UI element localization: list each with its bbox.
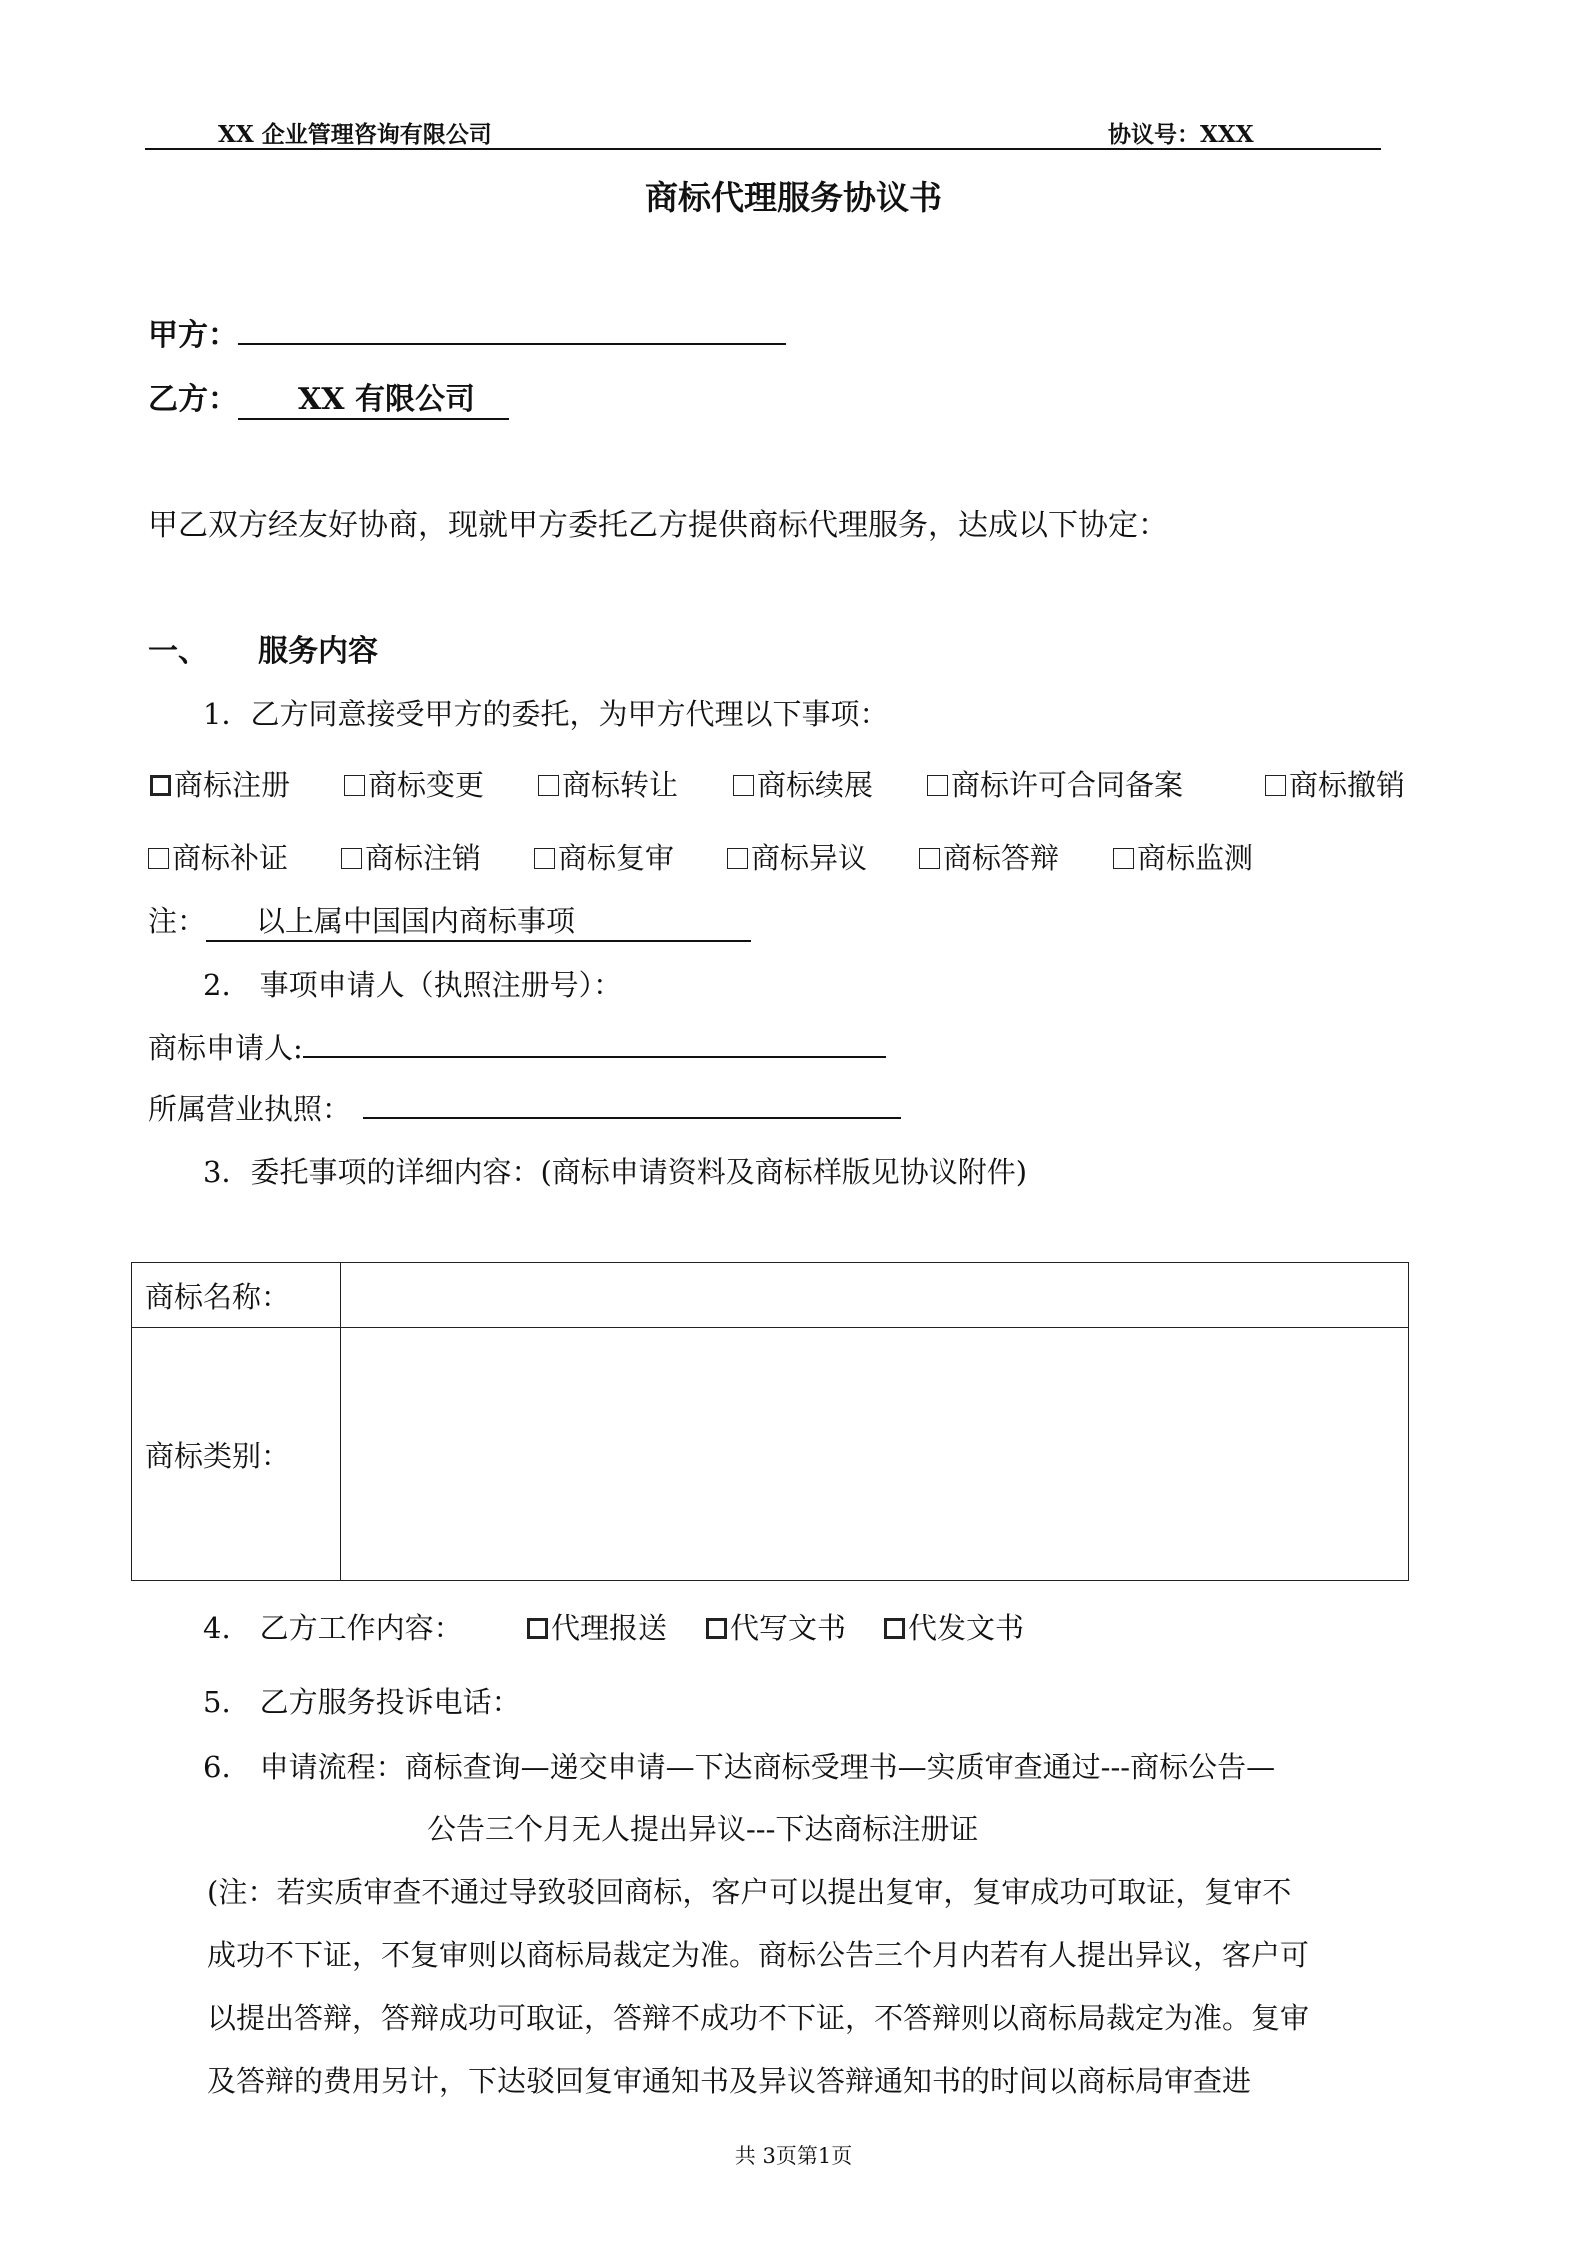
option-trademark-review[interactable]: 商标复审 — [534, 836, 674, 877]
trademark-name-label: 商标名称： — [132, 1263, 341, 1328]
section-1-number: 一、 — [148, 634, 208, 669]
checkbox[interactable] — [1113, 848, 1134, 869]
party-b-line — [148, 374, 509, 420]
option-trademark-transfer[interactable]: 商标转让 — [538, 763, 678, 804]
party-a-line — [148, 310, 786, 354]
scope-note — [148, 899, 751, 942]
option-trademark-change[interactable]: 商标变更 — [344, 763, 484, 804]
item-4-label: 4. 乙方工作内容： — [203, 1611, 463, 1645]
trademark-class-cell[interactable] — [341, 1328, 1409, 1581]
note-paragraph-line-1: (注：若实质审查不通过导致驳回商标，客户可以提出复审，复审成功可取证，复审不 — [207, 1875, 1292, 1909]
item-1-text: 1．乙方同意接受甲方的委托，为甲方代理以下事项： — [203, 697, 889, 731]
work-option-submission[interactable]: 代理报送 — [527, 1606, 667, 1647]
note-paragraph-line-2: 成功不下证，不复审则以商标局裁定为准。商标公告三个月内若有人提出异议，客户可 — [207, 1938, 1310, 1972]
party-a-blank — [238, 313, 786, 345]
applicant-blank[interactable] — [303, 1027, 886, 1058]
note-paragraph-line-3: 以提出答辩，答辩成功可取证，答辩不成功不下证，不答辩则以商标局裁定为准。复审 — [207, 2001, 1310, 2035]
table-row — [132, 1328, 1409, 1581]
option-trademark-reissue[interactable]: 商标补证 — [148, 836, 288, 877]
scope-note-text: 以上属中国国内商标事项 — [206, 899, 751, 942]
header-agreement-number: 协议号：XXX — [1108, 121, 1254, 148]
party-b-name: XX 有限公司 — [238, 374, 509, 420]
party-b-label: 乙方： — [148, 382, 238, 417]
checkbox[interactable] — [927, 775, 948, 796]
page-footer: 共 3页第1页 — [734, 2144, 853, 2168]
option-trademark-cancellation[interactable]: 商标注销 — [341, 836, 481, 877]
checkbox[interactable] — [727, 848, 748, 869]
license-label: 所属营业执照： — [148, 1092, 352, 1126]
checkbox[interactable] — [148, 848, 169, 869]
option-trademark-license-filing[interactable]: 商标许可合同备案 — [927, 763, 1183, 804]
applicant-line — [148, 1026, 886, 1067]
checkbox[interactable] — [534, 848, 555, 869]
checkbox[interactable] — [341, 848, 362, 869]
checkbox[interactable] — [538, 775, 559, 796]
checkbox[interactable] — [706, 1618, 727, 1639]
intro-paragraph: 甲乙双方经友好协商，现就甲方委托乙方提供商标代理服务，达成以下协定： — [148, 508, 1168, 543]
trademark-table — [131, 1262, 1409, 1581]
work-option-dispatch[interactable]: 代发文书 — [884, 1606, 1024, 1647]
option-trademark-monitoring[interactable]: 商标监测 — [1113, 836, 1253, 877]
party-a-label: 甲方： — [148, 318, 238, 353]
option-trademark-revocation[interactable]: 商标撤销 — [1265, 763, 1405, 804]
scope-note-label: 注： — [148, 904, 207, 938]
note-paragraph-line-4: 及答辩的费用另计，下达驳回复审通知书及异议答辩通知书的时间以商标局审查进 — [207, 2064, 1252, 2098]
work-option-drafting[interactable]: 代写文书 — [706, 1606, 846, 1647]
trademark-name-cell[interactable] — [341, 1263, 1409, 1328]
license-line — [148, 1087, 901, 1128]
header-divider — [145, 148, 1381, 150]
option-trademark-defense[interactable]: 商标答辩 — [919, 836, 1059, 877]
option-trademark-opposition[interactable]: 商标异议 — [727, 836, 867, 877]
item-6-line-1: 6. 申请流程：商标查询—递交申请—下达商标受理书—实质审查通过---商标公告— — [203, 1750, 1276, 1784]
option-trademark-renewal[interactable]: 商标续展 — [733, 763, 873, 804]
checkbox[interactable] — [919, 848, 940, 869]
item-6-line-2: 公告三个月无人提出异议---下达商标注册证 — [427, 1812, 979, 1846]
trademark-class-label: 商标类别： — [132, 1328, 341, 1581]
license-blank[interactable] — [363, 1088, 901, 1119]
item-2-text: 2. 事项申请人（执照注册号）： — [203, 968, 623, 1002]
item-3-text: 3．委托事项的详细内容：(商标申请资料及商标样版见协议附件) — [203, 1155, 1028, 1189]
table-row — [132, 1263, 1409, 1328]
option-trademark-registration[interactable]: 商标注册 — [150, 763, 290, 804]
document-title: 商标代理服务协议书 — [645, 178, 942, 217]
applicant-label: 商标申请人: — [148, 1031, 303, 1065]
section-1-heading: 服务内容 — [258, 634, 378, 669]
header-company: XX 企业管理咨询有限公司 — [218, 121, 492, 148]
checkbox[interactable] — [344, 775, 365, 796]
checkbox[interactable] — [527, 1618, 548, 1639]
item-5-text: 5. 乙方服务投诉电话： — [203, 1685, 521, 1719]
checkbox[interactable] — [733, 775, 754, 796]
checkbox[interactable] — [150, 775, 171, 796]
checkbox[interactable] — [884, 1618, 905, 1639]
checkbox[interactable] — [1265, 775, 1286, 796]
